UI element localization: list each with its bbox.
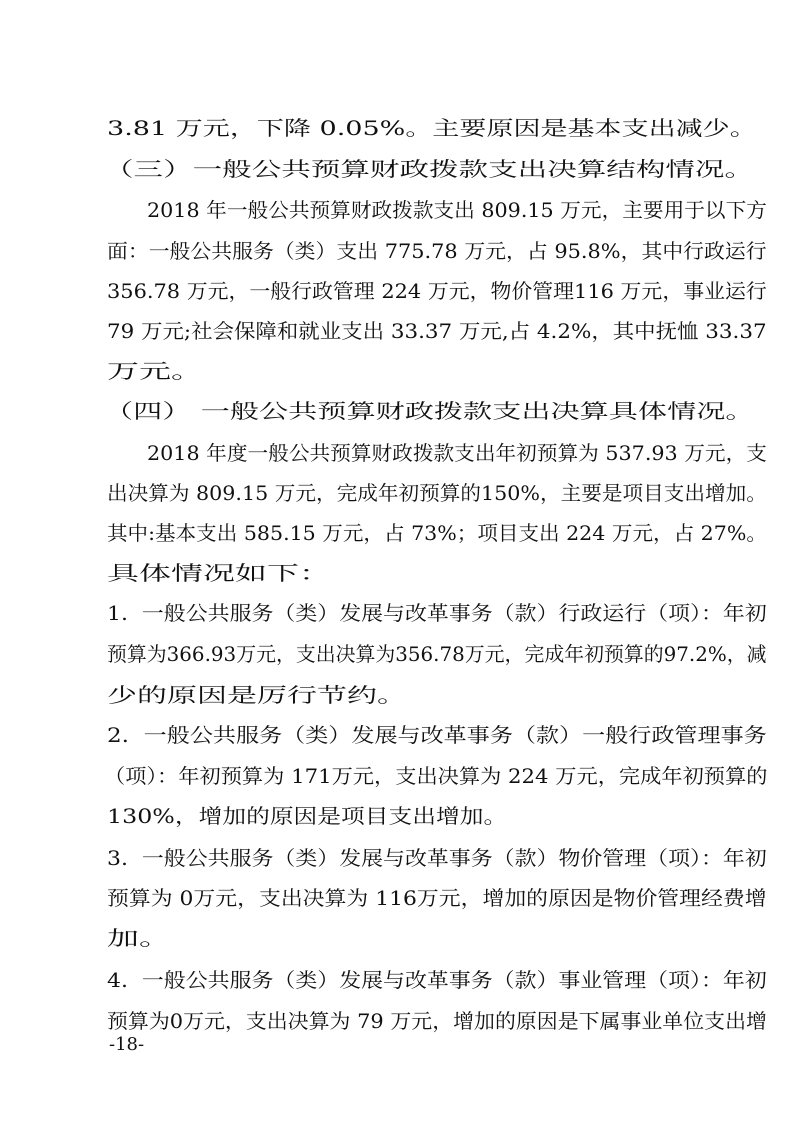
text-line: 具体情况如下： xyxy=(107,561,331,585)
list-item: 4. 一般公共服务（类）发展与改革事务（款）事业管理（项）：年初 xyxy=(107,968,767,992)
text-line: 3.81 万元，下降 0.05%。主要原因是基本支出减少。 xyxy=(107,116,757,140)
list-item: 3. 一般公共服务（类）发展与改革事务（款）物价管理（项）：年初 xyxy=(107,846,767,870)
text-line: 出决算为 809.15 万元，完成年初预算的150%，主要是项目支出增加。 xyxy=(107,481,767,505)
list-item: 1. 一般公共服务（类）发展与改革事务（款）行政运行（项）：年初 xyxy=(107,601,767,625)
text-line: 预算为 0万元，支出决算为 116万元，增加的原因是物价管理经费增 xyxy=(107,886,767,910)
text-line: 2018 年一般公共预算财政拨款支出 809.15 万元，主要用于以下方 xyxy=(147,198,767,222)
section-heading: （四） 一般公共预算财政拨款支出决算具体情况。 xyxy=(104,399,755,423)
text-line: 79 万元;社会保障和就业支出 33.37 万元,占 4.2%，其中抚恤 33.37 xyxy=(107,319,767,343)
text-line: （项）：年初预算为 171万元，支出决算为 224 万元，完成年初预算的 xyxy=(104,764,768,788)
page-number: -18- xyxy=(109,1034,145,1055)
section-heading: （三）一般公共预算财政拨款支出决算结构情况。 xyxy=(104,157,755,181)
text-line: 其中:基本支出 585.15 万元，占 73%；项目支出 224 万元，占 27%。 xyxy=(107,521,767,545)
text-line: 万元。 xyxy=(107,359,203,383)
text-line: 356.78 万元，一般行政管理 224 万元，物价管理116 万元，事业运行 xyxy=(107,279,767,303)
text-line: 预算为366.93万元，支出决算为356.78万元，完成年初预算的97.2%，减 xyxy=(107,642,767,666)
list-item: 2. 一般公共服务（类）发展与改革事务（款）一般行政管理事务 xyxy=(107,723,767,747)
text-line: 预算为0万元，支出决算为 79 万元，增加的原因是下属事业单位支出增 xyxy=(107,1009,767,1033)
text-line: 面：一般公共服务（类）支出 775.78 万元，占 95.8%，其中行政运行 xyxy=(107,239,767,263)
text-line: 2018 年度一般公共预算财政拨款支出年初预算为 537.93 万元，支 xyxy=(147,441,767,465)
text-line: 加。 xyxy=(107,926,171,950)
text-line: 130%，增加的原因是项目支出增加。 xyxy=(107,804,508,828)
text-line: 少的原因是厉行节约。 xyxy=(107,683,407,707)
